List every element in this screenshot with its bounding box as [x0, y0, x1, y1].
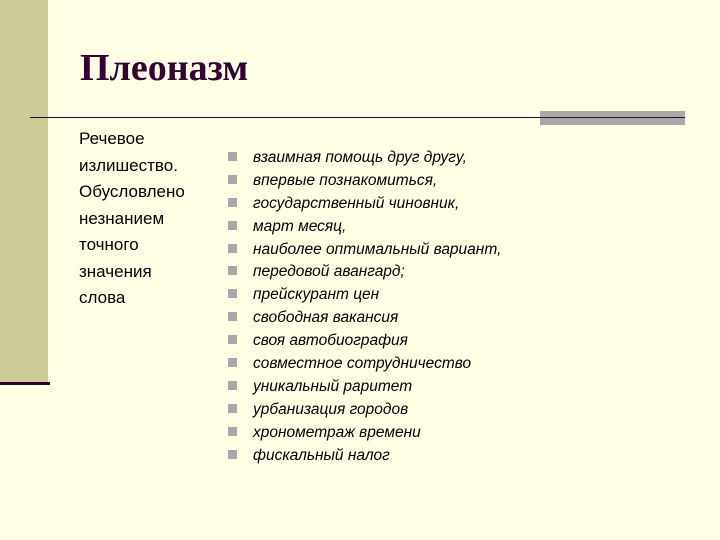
example-text: наиболее оптимальный вариант, [253, 240, 502, 258]
list-item [228, 285, 501, 308]
square-bullet-icon [228, 450, 237, 459]
example-text: государственный чиновник, [253, 194, 460, 212]
definition-line: излишество. [79, 155, 178, 175]
square-bullet-icon [228, 312, 237, 321]
list-item [228, 148, 501, 171]
square-bullet-icon [228, 335, 237, 344]
example-text: взаимная помощь друг другу, [253, 149, 467, 166]
list-item [228, 194, 501, 217]
example-text: впервые познакомиться, [253, 171, 438, 189]
list-item [228, 423, 501, 446]
square-bullet-icon [228, 289, 237, 298]
list-item [228, 240, 501, 263]
square-bullet-icon [228, 404, 237, 413]
definition-line: значения [79, 261, 152, 281]
list-item [228, 308, 501, 331]
example-text: прейскурант цен [253, 286, 380, 304]
example-text: март месяц, [253, 217, 347, 235]
square-bullet-icon [228, 427, 237, 436]
list-item [228, 354, 501, 377]
left-decorative-band [0, 0, 48, 384]
square-bullet-icon [228, 221, 237, 230]
example-text: свободная вакансия [253, 309, 399, 327]
example-text: фискальный налог [253, 446, 390, 464]
definition-line: Речевое [79, 129, 145, 148]
square-bullet-icon [228, 244, 237, 253]
list-item [228, 331, 501, 354]
definition-text [79, 126, 219, 312]
square-bullet-icon [228, 358, 237, 367]
list-item [228, 400, 501, 423]
example-text: хронометраж времени [253, 423, 421, 441]
slide-title: Плеоназм [80, 47, 249, 89]
definition-line: слова [79, 288, 126, 307]
example-text: передовой авангард; [253, 263, 405, 281]
list-item [228, 262, 501, 285]
example-text: совместное сотрудничество [253, 355, 472, 373]
square-bullet-icon [228, 198, 237, 207]
definition-line: незнанием [79, 208, 165, 228]
example-text: урбанизация городов [253, 400, 409, 418]
example-text: своя автобиография [253, 332, 408, 350]
square-bullet-icon [228, 152, 237, 161]
left-band-underline [0, 382, 50, 385]
definition-line: точного [79, 235, 139, 254]
examples-list [228, 148, 501, 468]
square-bullet-icon [228, 266, 237, 275]
title-divider-accent [540, 111, 685, 125]
list-item [228, 446, 501, 469]
example-text: уникальный раритет [253, 377, 413, 395]
square-bullet-icon [228, 381, 237, 390]
list-item [228, 217, 501, 240]
list-item [228, 171, 501, 194]
list-item [228, 377, 501, 400]
definition-line: Обусловлено [79, 182, 185, 201]
square-bullet-icon [228, 175, 237, 184]
